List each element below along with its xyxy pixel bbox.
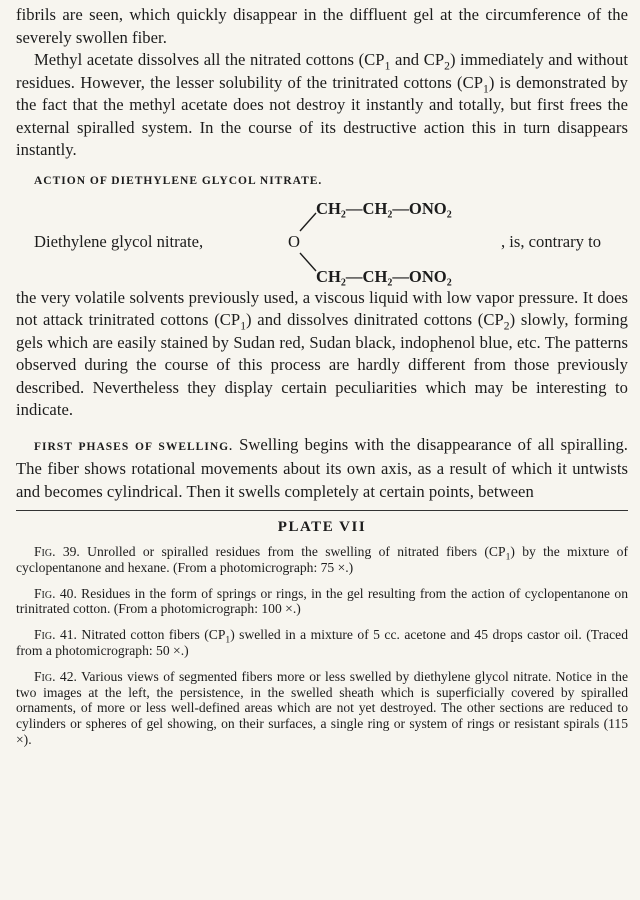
text-run: Methyl acetate dissolves all the nitrated cottons (CP (34, 50, 385, 69)
book-page (16, 0, 628, 758)
formula-compound-name: Diethylene glycol nitrate, (34, 231, 204, 251)
text-run: ) immediately and without residues. However, the lesser solubility of the trinitrated cottons (CP (16, 50, 629, 92)
paragraph-diethylene (16, 287, 628, 422)
formula-bottom-chain: CH₂—CH₂—ONO₂ (316, 266, 452, 286)
fig-label: Fig. 42. (34, 668, 77, 684)
lower-bond-line (300, 253, 316, 271)
text-run: Various views of segmented fibers more or less swelled by diethylene glycol nitrate. Notice in the two images at the left, the persistence, in the swelled sheath which is superficially covered by spiralled ornaments, of more or less well-defined areas which are not yet destroyed. The other sections are reduced to cylinders or spheres of gel showing, on their surfaces, a single ring or system of rings or resistant spirals (115 ×). (16, 668, 628, 747)
formula-trailing-text: , is, contrary to (501, 231, 602, 251)
paragraph-continued: fibrils are seen, which quickly disappear in the diffluent gel at the circumference of the severely swollen fiber. (16, 5, 628, 47)
text-run: Unrolled or spiralled residues from the swelling of nitrated fibers (CP (79, 544, 506, 559)
section-heading-action: ACTION OF DIETHYLENE GLYCOL NITRATE. (34, 174, 323, 187)
text-run: ) is demonstrated by the fact that the methyl acetate does not destroy it instantly and totally, but first frees the external spiralled system. In the course of its destructive action this in turn disappears instantly. (16, 72, 628, 159)
caption-fig-42 (16, 669, 628, 748)
text-run: ) slowly, forming gels which are easily stained by Sudan red, Sudan black, indophenol blue, etc. The patterns observed during the course of this process are hardly different from those previously described. Nevertheless they display certain peculiarities which may be interesting to indicate. (16, 310, 628, 419)
run-in-heading: FIRST PHASES OF SWELLING. (34, 440, 233, 453)
plate-title: PLATE VII (277, 519, 367, 535)
formula-top-chain: CH₂—CH₂—ONO₂ (316, 198, 452, 218)
subscript: 2 (503, 319, 510, 333)
subscript: 1 (225, 635, 231, 646)
caption-fig-41 (16, 627, 628, 659)
paragraph-first-phases (16, 434, 628, 504)
structural-formula (16, 187, 628, 287)
text-run: ) swelled in a mixture of 5 cc. acetone and 45 drops castor oil. (Traced from a photomicrograph: 50 ×.) (16, 627, 629, 658)
subscript: 2 (444, 59, 450, 73)
subscript: 1 (505, 552, 511, 563)
subscript: 1 (483, 81, 489, 95)
text-run: Swelling begins with the disappearance of all spiralling. The fiber shows rotational movements about its own axis, as a result of which it untwists and becomes cylindrical. Then it swells completely at certain points, between (16, 434, 628, 501)
text-run: ) and dissolves dinitrated cottons (CP (246, 310, 504, 329)
text-run: Residues in the form of springs or rings, in the gel resulting from the action of cyclopentanone on trinitrated cotton. (From a photomicrograph: 100 ×.) (16, 585, 628, 617)
caption-fig-40 (16, 586, 628, 618)
fig-label: Fig. 40. (34, 585, 77, 601)
text-run: the very volatile solvents previously used, a viscous liquid with low vapor pressure. It does not attack trinitrated cottons (CP (16, 287, 628, 329)
fig-label: Fig. 41. (34, 627, 77, 643)
plate-divider (16, 510, 628, 511)
fig-label: Fig. 39. (34, 544, 80, 559)
text-run: Nitrated cotton fibers (CP (76, 627, 226, 643)
formula-oxygen: O (288, 231, 300, 251)
subscript: 1 (384, 59, 391, 73)
text-run: ) by the mixture of cyclopentanone and hexane. (From a photomicrograph: 75 ×.) (16, 544, 628, 575)
caption-fig-39 (16, 544, 628, 576)
upper-bond-line (300, 213, 316, 231)
subscript: 1 (240, 319, 247, 333)
text-run: and CP (390, 50, 445, 69)
paragraph-methyl-acetate (16, 49, 628, 162)
